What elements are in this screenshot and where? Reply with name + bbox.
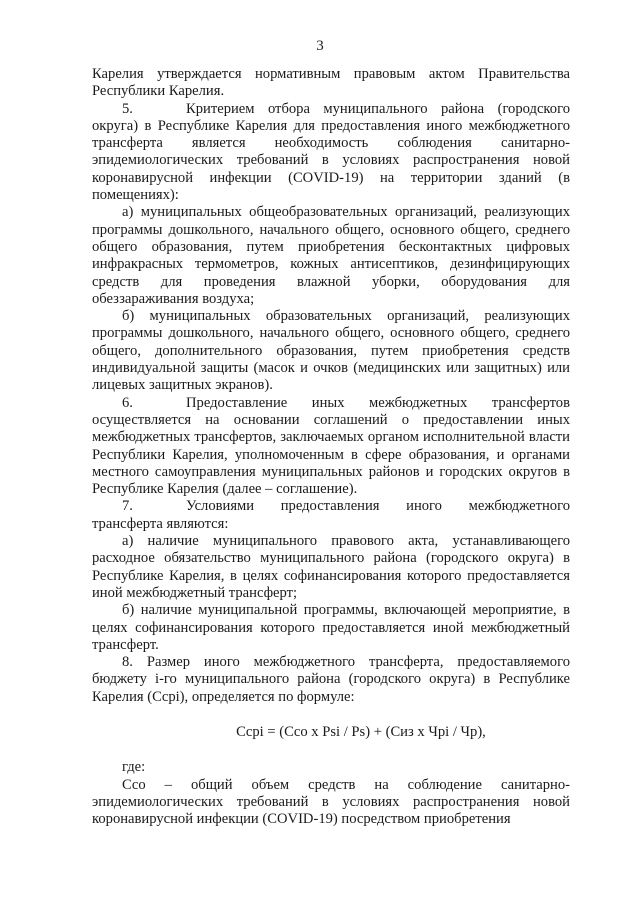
paragraph-5b: б) муниципальных образовательных организаций, реализующих программы дошкольного, начального общего, основного общего, среднего общего, дополнительного образования, путем приобретения средств индивидуальной защиты (масок и очков (медицинских или защитных) или лицевых защитных экранов). — [92, 308, 570, 394]
definition-cco: Ссо – общий объем средств на соблюдение санитарно-эпидемиологических требований в условиях распространения новой коронавирусной инфекции (COVID-19) посредством приобретения — [92, 776, 570, 828]
paragraph-number: 5. — [122, 100, 133, 117]
paragraph-5 — [92, 101, 570, 205]
paragraph-text: Критерием отбора муниципального района (городского округа) в Республике Карелия для предоставления иного межбюджетного трансферта является необходимость соблюдения санитарно-эпидемиологических требований в условиях распространения новой коронавирусной инфекции (COVID-19) на территории зданий (в помещениях): — [92, 100, 570, 204]
formula: Ccpi = (Cco x Psi / Ps) + (Сиз х Чpi / Чр), — [236, 723, 486, 740]
paragraph-8: 8. Размер иного межбюджетного трансферта, предоставляемого бюджету i-го муниципального района (городского округа) в Республике Карелия (Ccpi), определяется по формуле: — [92, 654, 570, 705]
document-body — [92, 66, 570, 828]
formula-where: где: — [122, 759, 146, 776]
paragraph-7a: а) наличие муниципального правового акта, устанавливающего расходное обязательство муниципального района (городского округа) в Республике Карелия, в целях софинансирования которого предоставляется иной межбюджетный трансферт; — [92, 533, 570, 601]
paragraph-7 — [92, 498, 570, 533]
page-number: 3 — [316, 38, 324, 54]
paragraph-continuation: Карелия утверждается нормативным правовым актом Правительства Республики Карелия. — [92, 66, 570, 100]
paragraph-number: 6. — [122, 394, 133, 411]
paragraph-7b: б) наличие муниципальной программы, включающей мероприятие, в целях софинансирования которого предоставляется иной межбюджетный трансферт. — [92, 602, 570, 653]
paragraph-text: Предоставление иных межбюджетных трансфертов осуществляется на основании соглашений о предоставлении иных межбюджетных трансфертов, заключаемых органом исполнительной власти Республики Карелия, уполномоченным в сфере образования, и органами местного самоуправления муниципальных районов и городских округов в Республике Карелия (далее – соглашение). — [92, 394, 570, 498]
paragraph-number: 7. — [122, 498, 133, 515]
paragraph-6 — [92, 395, 570, 499]
paragraph-text: Условиями предоставления иного межбюджетного трансферта являются: — [92, 498, 570, 532]
paragraph-5a: а) муниципальных общеобразовательных организаций, реализующих программы дошкольного, начального общего, основного общего, среднего общего образования, путем приобретения бесконтактных цифровых инфракрасных термометров, кожных антисептиков, дезинфицирующих средств для проведения влажной уборки, оборудования для обеззараживания воздуха; — [92, 204, 570, 307]
